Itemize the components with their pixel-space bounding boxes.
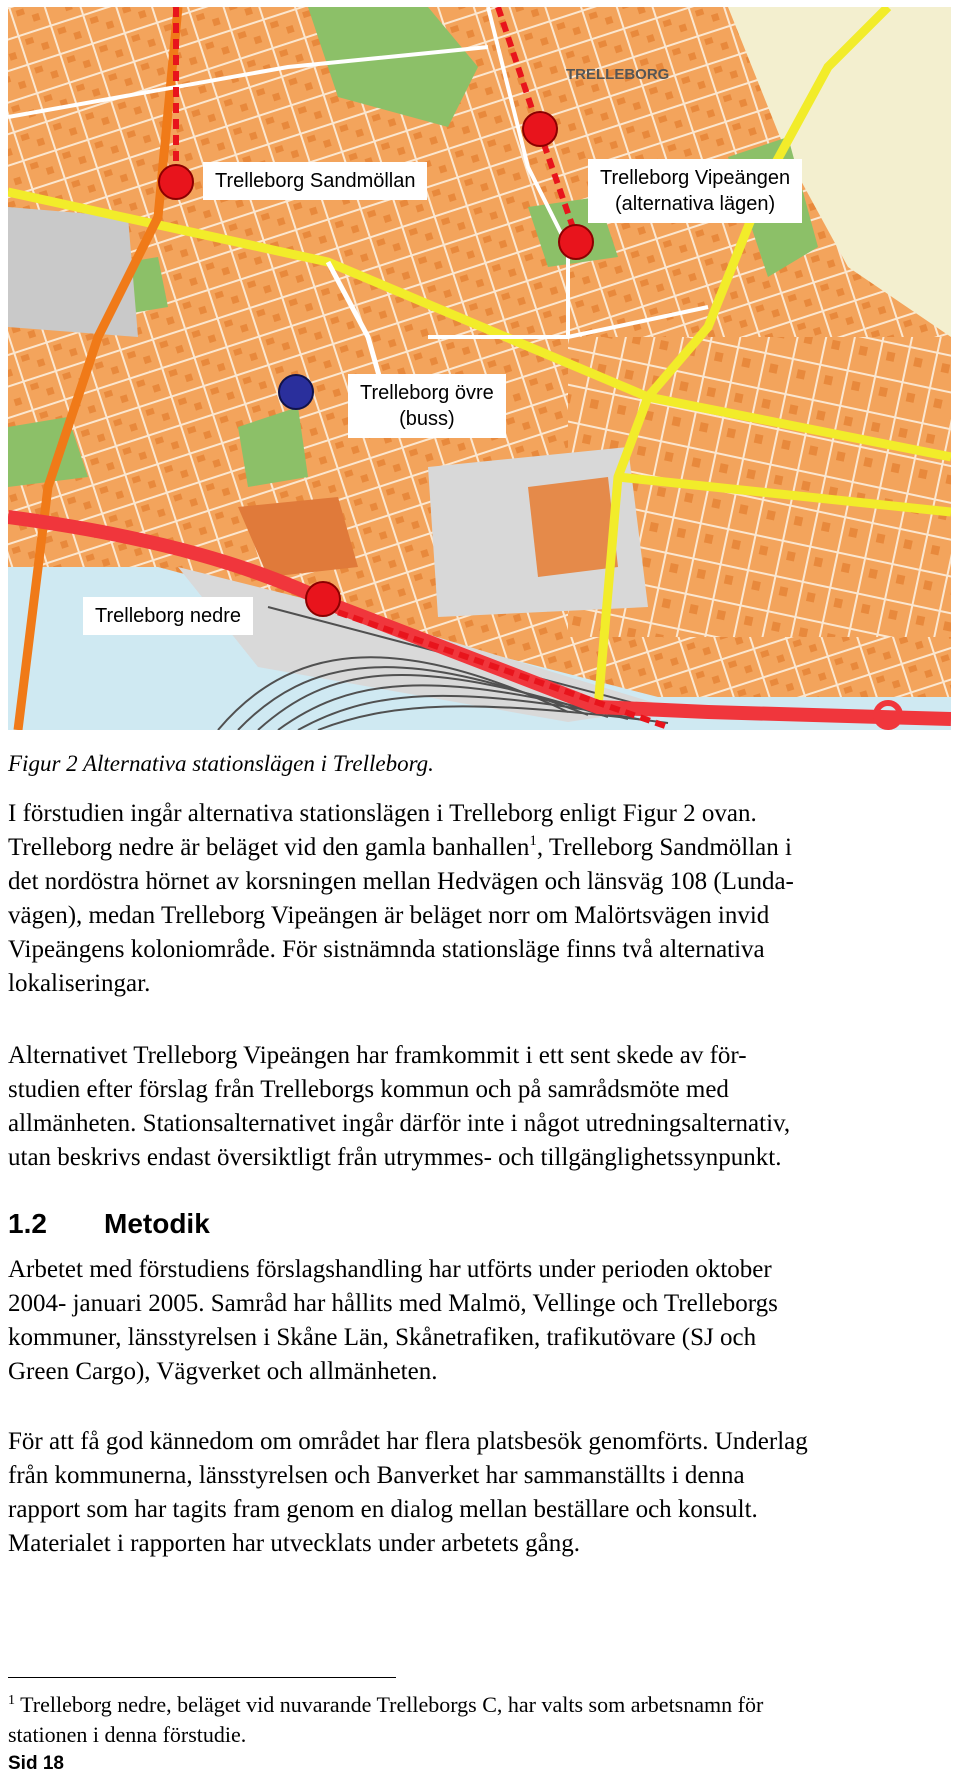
station-sandmollan-marker [159,165,193,199]
section-title: Metodik [104,1208,210,1239]
paragraph-1: I förstudien ingår alternativa stationslägen i Trelleborg enligt Figur 2 ovan. Trelleborg nedre är beläget vid den gamla banhallen$^1$, Trelleborg Sandmöllan i det nordöstra hörnet av korsningen mellan Hedvägen och länsväg 108 (Lunda- vägen), medan Trelleborg Vipeängen är beläget norr om Malörtsvägen invid Vipeängens koloniområde. För sistnämnda stationsläge finns två alternativa lokaliseringar. [8,800,794,997]
station-vipeangen-marker-south [559,225,593,259]
footnote: $^1$ Trelleborg nedre, beläget vid nuvarande Trelleborgs C, har valts som arbetsnamn för stationen i denna förstudie. [8,1692,764,1747]
paragraph-4: För att få god kännedom om området har flera platsbesök genomförts. Underlag från kommunerna, länsstyrelsen och Banverket har sammanställts i denna rapport som har tagits fram genom en dialog mellan beställare och konsult. Materialet i rapporten har utvecklats under arbetets gång. [8,1428,808,1557]
basemap-town-label: TRELLEBORG [566,66,670,83]
label-ovre: Trelleborg övre (buss) [348,374,506,438]
label-nedre: Trelleborg nedre [83,597,253,635]
footnote-ref: 1 [529,833,537,849]
section-heading [8,1208,210,1240]
paragraph-2: Alternativet Trelleborg Vipeängen har framkommit i ett sent skede av för- studien efter förslag från Trelleborgs kommun och på samrådsmöte med allmänheten. Stationsalternativet ingår därför inte i något utredningsalternativ, utan beskrivs endast översiktligt från utrymmes- och tillgänglighetssynpunkt. [8,1042,791,1171]
paragraph-3: Arbetet med förstudiens förslagshandling har utförts under perioden oktober 2004- januari 2005. Samråd har hållits med Malmö, Vellinge och Trelleborgs kommuner, länsstyrelsen i Skåne Län, Skånetrafiken, trafikutövare (SJ och Green Cargo), Vägverket och allmänheten. [8,1256,778,1385]
page-number: Sid 18 [8,1753,64,1774]
footnote-rule [8,1677,396,1678]
label-sandmollan: Trelleborg Sandmöllan [203,162,427,200]
section-number: 1.2 [8,1208,47,1239]
footnote-marker: 1 [8,1693,15,1708]
figure-caption: Figur 2 Alternativa stationslägen i Trelleborg. [8,751,434,776]
station-nedre-marker [306,582,340,616]
label-vipeangen: Trelleborg Vipeängen (alternativa lägen) [588,159,802,223]
station-map [8,7,951,730]
station-ovre-bus-marker [279,375,313,409]
station-vipeangen-marker-north [523,112,557,146]
